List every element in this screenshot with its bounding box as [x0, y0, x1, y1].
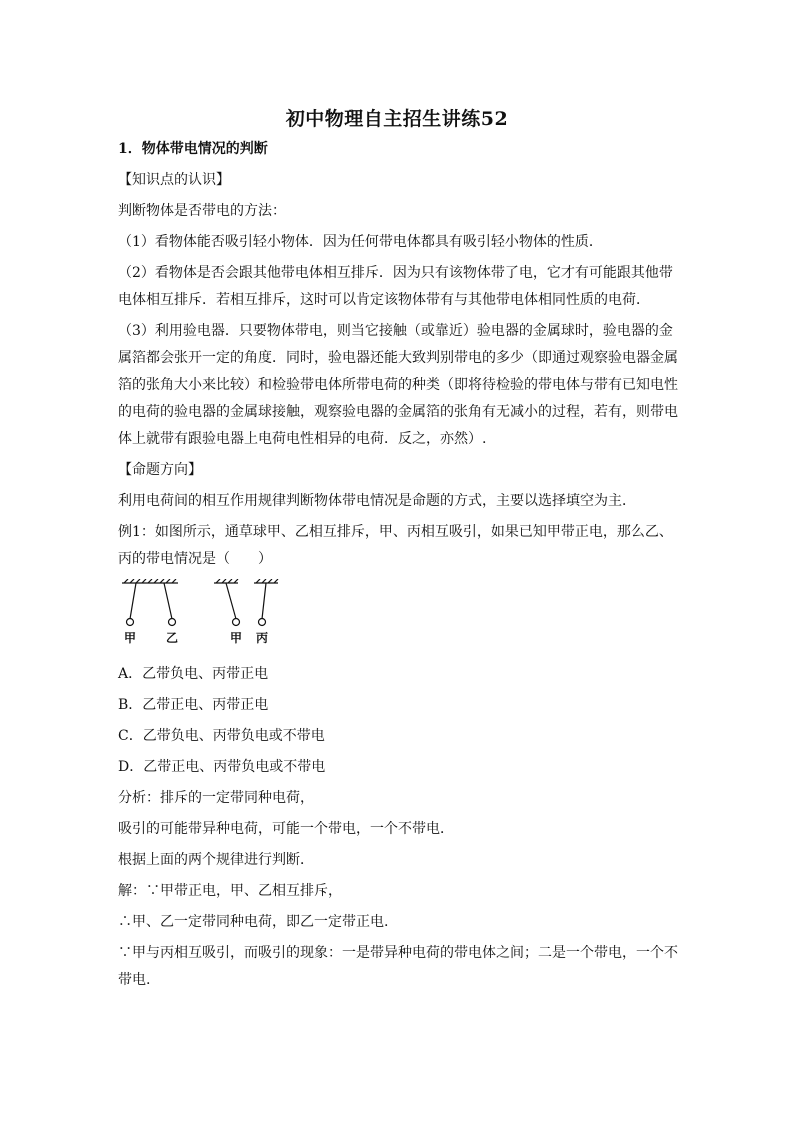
example-line-1: 例1：如图所示，通草球甲、乙相互排斥，甲、丙相互吸引，如果已知甲带正电，那么乙、 [118, 524, 673, 540]
document-body [118, 138, 678, 1000]
method-3-line-4: 的电荷的验电器的金属球接触，观察验电器的金属箔的张角有无减小的过程，若有，则带电 [118, 404, 678, 420]
direction-heading: 【命题方向】 [118, 462, 202, 478]
analysis-line-2: 吸引的可能带异种电荷，可能一个带电，一个不带电． [118, 821, 454, 837]
ball-yi [169, 619, 176, 626]
method-2-line-1: （2）看物体是否会跟其他带电体相互排斥．因为只有该物体带了电，它才有可能跟其他带 [118, 265, 673, 281]
solution-line-1: 解：∵甲带正电，甲、乙相互排斥， [118, 883, 342, 899]
example-line-2: 丙的带电情况是（ ） [118, 551, 272, 567]
section-heading: 1．物体带电情况的判断 [118, 141, 268, 157]
method-2-line-2: 电体相互排斥．若相互排斥，这时可以肯定该物体带有与其他带电体相同性质的电荷． [118, 292, 650, 308]
thread-jia-1 [130, 583, 136, 619]
label-jia-2: 甲 [229, 631, 242, 645]
option-c: C．乙带负电、丙带负电或不带电 [118, 728, 325, 744]
ball-jia-1 [127, 619, 134, 626]
solution-line-2: ∴甲、乙一定带同种电荷，即乙一定带正电. [118, 914, 389, 930]
method-3-line-2: 属箔都会张开一定的角度．同时，验电器还能大致判别带电的多少（即通过观察验电器金属 [118, 350, 678, 366]
solution-line-3b: 带电. [118, 972, 151, 988]
direction-text: 利用电荷间的相互作用规律判断物体带电情况是命题的方式，主要以选择填空为主． [118, 493, 636, 509]
option-d: D．乙带正电、丙带负电或不带电 [118, 759, 326, 775]
label-bing: 丙 [255, 631, 268, 645]
label-yi: 乙 [165, 631, 178, 645]
analysis-line-3: 根据上面的两个规律进行判断． [118, 852, 314, 868]
thread-jia-2 [226, 583, 236, 619]
thread-bing [262, 583, 266, 619]
intro-text: 判断物体是否带电的方法： [118, 203, 286, 219]
solution-line-3a: ∵甲与丙相互吸引，而吸引的现象：一是带异种电荷的带电体之间；二是一个带电，一个不 [118, 945, 678, 961]
label-jia-1: 甲 [123, 631, 136, 645]
analysis-line-1: 分析：排斥的一定带同种电荷， [118, 790, 314, 806]
thread-yi [164, 583, 172, 619]
page-title: 初中物理自主招生讲练52 [285, 108, 509, 130]
method-3-line-5: 体上就带有跟验电器上电荷电性相异的电荷．反之，亦然）. [118, 431, 487, 447]
method-3-line-3: 箔的张角大小来比较）和检验带电体所带电荷的种类（即将待检验的带电体与带有已知电性 [118, 377, 678, 393]
option-a: A．乙带负电、丙带正电 [118, 666, 269, 682]
method-3-line-1: （3）利用验电器．只要物体带电，则当它接触（或靠近）验电器的金属球时，验电器的金 [118, 323, 673, 339]
option-b: B．乙带正电、丙带正电 [118, 697, 269, 713]
ball-jia-2 [233, 619, 240, 626]
knowledge-heading: 【知识点的认识】 [118, 172, 230, 188]
ball-bing [259, 619, 266, 626]
method-1: （1）看物体能否吸引轻小物体．因为任何带电体都具有吸引轻小物体的性质． [118, 234, 603, 250]
pith-ball-figure [118, 579, 418, 649]
